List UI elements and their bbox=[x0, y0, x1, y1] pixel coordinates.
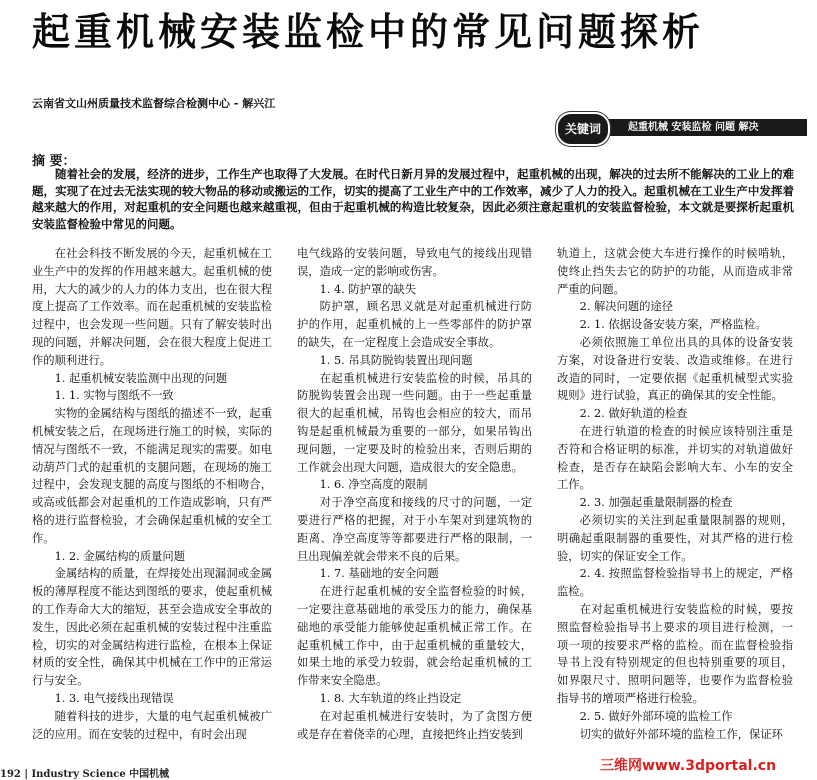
paragraph: 随着科技的进步，大量的电气起重机械被广泛的应用。而在安装的过程中，有时会出现 bbox=[32, 709, 272, 741]
section-heading: 1. 起重机械安装监测中出现的问题 bbox=[54, 371, 228, 385]
subsection-heading: 1. 2. 金属结构的质量问题 bbox=[54, 549, 186, 563]
subsection-heading: 1. 7. 基础地的安全问题 bbox=[319, 567, 439, 581]
body-column-2 bbox=[297, 245, 532, 743]
subsection-heading: 2. 1. 依据设备安装方案，严格监检。 bbox=[579, 318, 767, 332]
paragraph: 防护罩，顾名思义就是对起重机械进行防护的作用，起重机械的上一些零部件的防护罩的缺失，在一定程度上会造成安全事故。 bbox=[297, 300, 532, 349]
body-column-3 bbox=[557, 245, 793, 743]
paragraph: 在起重机械进行安装监检的时候，吊具的防脱钩装置会出现一些问题。由于一些起重量很大的起重机械，吊钩也会相应的较大，而吊钩是起重机械最为重要的一部分，如果吊钩出现问题，一定要及时的检验出来，否则后期的工作就会出现大问题，造成很大的安全隐患。 bbox=[297, 371, 532, 474]
site-watermark: 三维网www.3dportal.cn bbox=[600, 758, 777, 774]
subsection-heading: 2. 3. 加强起重量限制器的检查 bbox=[579, 496, 733, 510]
paragraph: 必须切实的关注到起重量限制器的规则，明确起重限制器的重要性，对其严格的进行检验，切实的保证安全工作。 bbox=[557, 513, 793, 563]
subsection-heading: 1. 4. 防护罩的缺失 bbox=[319, 282, 417, 296]
subsection-heading: 2. 4. 按照监督检验指导书上的规定，严格监检。 bbox=[557, 567, 793, 599]
section-heading: 2. 解决问题的途径 bbox=[579, 300, 674, 314]
paragraph: 在进行轨道的检查的时候应该特别注重是否符和合格证明的标准，并切实的对轨道做好检查，是否存在缺陷会影响大车、小车的安全工作。 bbox=[557, 424, 793, 492]
paragraph: 对于净空高度和接线的尺寸的问题，一定要进行严格的把握，对于小车架对到建筑物的距离、净空高度等等都要进行严格的限制，一旦出现偏差就会带来不良的后果。 bbox=[297, 496, 532, 563]
abstract-label: 摘 要： bbox=[32, 154, 76, 169]
keywords-label: 关键词 bbox=[558, 114, 608, 144]
paragraph: 在对起重机械进行安装监检的时候，要按照监督检验指导书上要求的项目进行检测，一项一项的按要求严格的监检。而在监督检验指导书上没有特别规定的但也特别重要的项目，如界限尺寸、照明问题等，也要作为监督检验指导书的增项严格进行检验。 bbox=[557, 602, 793, 705]
subsection-heading: 1. 8. 大车轨道的终止挡设定 bbox=[319, 691, 462, 705]
subsection-heading: 1. 3. 电气接线出现错误 bbox=[54, 691, 174, 705]
article-title: 起重机械安装监检中的常见问题探析 bbox=[32, 10, 705, 54]
subsection-heading: 2. 2. 做好轨道的检查 bbox=[579, 407, 688, 421]
paragraph: 轨道上，这就会使大车进行操作的时候啃轨，使终止挡失去它的防护的功能，从而造成非常严重的问题。 bbox=[557, 247, 793, 296]
paragraph: 在对起重机械进行安装时，为了贪图方便或是存在着侥幸的心理，直接把终止挡安装到 bbox=[297, 709, 532, 741]
paragraph: 电气线路的安装问题，导致电气的接线出现错误，造成一定的影响或伤害。 bbox=[297, 247, 532, 278]
paragraph: 实物的金属结构与图纸的描述不一致，起重机械安装之后，在现场进行施工的时候，实际的情况与图纸不一致，不能满足现实的需要。如电动葫芦门式的起重机的支腿问题，在现场的施工过程中，会发现支腿的高度与图纸的不相吻合，或高或低都会对起重机的工作造成影响，只有严格的进行监督检验，才会确保起重机械的安全工作。 bbox=[32, 407, 272, 545]
subsection-heading: 1. 5. 吊具防脱钩装置出现问题 bbox=[319, 353, 473, 367]
subsection-heading: 2. 5. 做好外部环境的监检工作 bbox=[579, 709, 733, 723]
paragraph: 必须依照施工单位出具的具体的设备安装方案，对设备进行安装、改造或维修。在进行改造的同时，一定要依据《起重机械型式实验规则》进行试验，真正的确保其的安全性能。 bbox=[557, 335, 793, 403]
keywords-banner bbox=[548, 108, 813, 148]
author-affiliation: 云南省文山州质量技术监督综合检测中心 - 解兴江 bbox=[32, 97, 276, 110]
paragraph: 在进行起重机械的安全监督检验的时候，一定要注意基础地的承受压力的能力，确保基础地的承受能力能够使起重机械正常工作。在起重机械工作中，由于起重机械的重量较大，如果土地的承受力较弱，就会给起重机械的工作带来安全隐患。 bbox=[297, 585, 532, 688]
page-footer: 192 | Industry Science 中国机械 bbox=[0, 769, 170, 780]
keywords-text: 起重机械 安装监检 问题 解决 bbox=[602, 119, 807, 136]
paragraph: 在社会科技不断发展的今天，起重机械在工业生产中的发挥的作用越来越大。起重机械的使用，大大的减少的人力的体力支出，也在很大程度上提高了工作效率。而在起重机械的安装监检过程中，也会发现一些问题。只有了解安装时出现的问题，并解决问题，会在很大程度上促进工作的顺利进行。 bbox=[32, 247, 272, 367]
paragraph: 切实的做好外部环境的监检工作，保证环 bbox=[579, 727, 783, 741]
paragraph: 金属结构的质量，在焊接处出现漏洞或金属板的薄厚程度不能达到图纸的要求，使起重机械的工作寿命大大的缩短，甚至会造成安全事故的发生，因此必须在起重机械的安装过程中注重监检，切实的对金属结构进行监检，在根本上保证材质的安全性，确保其中机械在工作中的正常运行与安全。 bbox=[32, 567, 272, 688]
subsection-heading: 1. 6. 净空高度的限制 bbox=[319, 478, 428, 492]
abstract-text: 随着社会的发展，经济的进步，工作生产也取得了大发展。在时代日新月异的发展过程中，起重机械的出现，解决的过去所不能解决的工业上的难题，实现了在过去无法实现的较大物品的移动或搬运的工作，切实的提高了工业生产中的工作效率，减少了人力的投入。起重机械在工业生产中发挥着越来越大的作用，对起重机的安全问题也越来越重视，但由于起重机械的构造比较复杂，因此必须注意起重机的安装监督检验，本文就是要探析起重机安装监督检验中常见的问题。 bbox=[32, 167, 794, 231]
body-column-1 bbox=[32, 245, 272, 743]
subsection-heading: 1. 1. 实物与图纸不一致 bbox=[54, 389, 174, 403]
